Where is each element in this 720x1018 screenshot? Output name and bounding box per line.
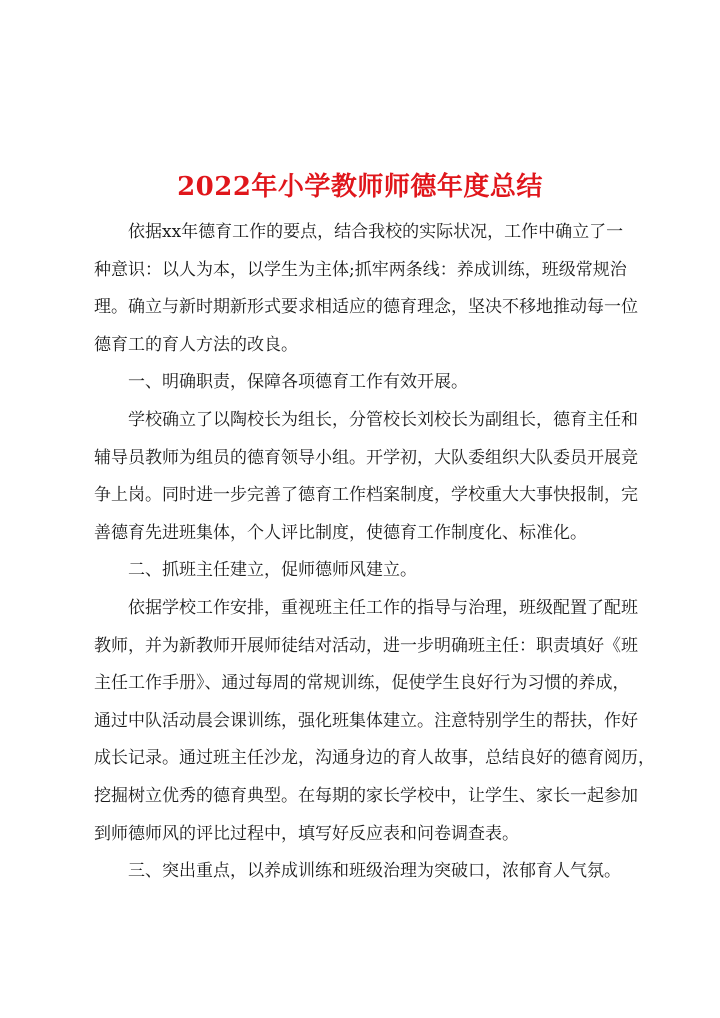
paragraph-line: 依据xx年德育工作的要点，结合我校的实际状况，工作中确立了一 [128, 222, 624, 242]
section-heading [94, 364, 640, 402]
paragraph-line: 辅导员教师为组员的德育领导小组。开学初，大队委组织大队委员开展竞 [94, 447, 638, 468]
paragraph-line: 通过中队活动晨会课训练，强化班集体建立。注意特别学生的帮扶，作好 [94, 710, 638, 731]
heading-line: 三、突出重点，以养成训练和班级治理为突破口，浓郁育人气氛。 [128, 861, 621, 882]
paragraph-line: 成长记录。通过班主任沙龙，沟通身边的育人故事，总结良好的德育阅历， [94, 748, 655, 769]
section-heading [94, 853, 640, 891]
paragraph-line: 挖掘树立优秀的德育典型。在每期的家长学校中，让学生、家长一起参加 [94, 785, 638, 806]
document-title: 2022年小学教师师德年度总结 [177, 172, 543, 203]
heading-line: 一、明确职责，保障各项德育工作有效开展。 [128, 372, 468, 393]
document-body [94, 214, 655, 891]
paragraph [94, 214, 640, 364]
paragraph-line: 到师德师风的评比过程中，填写好反应表和问卷调查表。 [94, 823, 519, 844]
paragraph-line: 善德育先进班集体，个人评比制度，使德育工作制度化、标准化。 [94, 522, 587, 543]
paragraph-line: 依据学校工作安排，重视班主任工作的指导与治理，班级配置了配班 [128, 597, 638, 618]
section-heading [94, 552, 640, 590]
paragraph-line: 种意识：以人为本，以学生为主体;抓牢两条线：养成训练，班级常规治 [94, 259, 627, 280]
heading-line: 二、抓班主任建立，促师德师风建立。 [128, 560, 417, 581]
paragraph [94, 402, 640, 552]
paragraph-line: 学校确立了以陶校长为组长，分管校长刘校长为副组长，德育主任和 [128, 409, 638, 430]
paragraph-line: 教师，并为新教师开展师徒结对活动，进一步明确班主任：职责填好《班 [94, 635, 638, 656]
paragraph-line: 争上岗。同时进一步完善了德育工作档案制度，学校重大大事快报制，完 [94, 485, 638, 506]
paragraph-line: 德育工的育人方法的改良。 [94, 334, 298, 355]
paragraph-line: 主任工作手册》、通过每周的常规训练，促使学生良好行为习惯的养成， [94, 673, 630, 694]
paragraph-line: 理。确立与新时期新形式要求相适应的德育理念，坚决不移地推动每一位 [94, 297, 638, 318]
paragraph [94, 590, 655, 853]
